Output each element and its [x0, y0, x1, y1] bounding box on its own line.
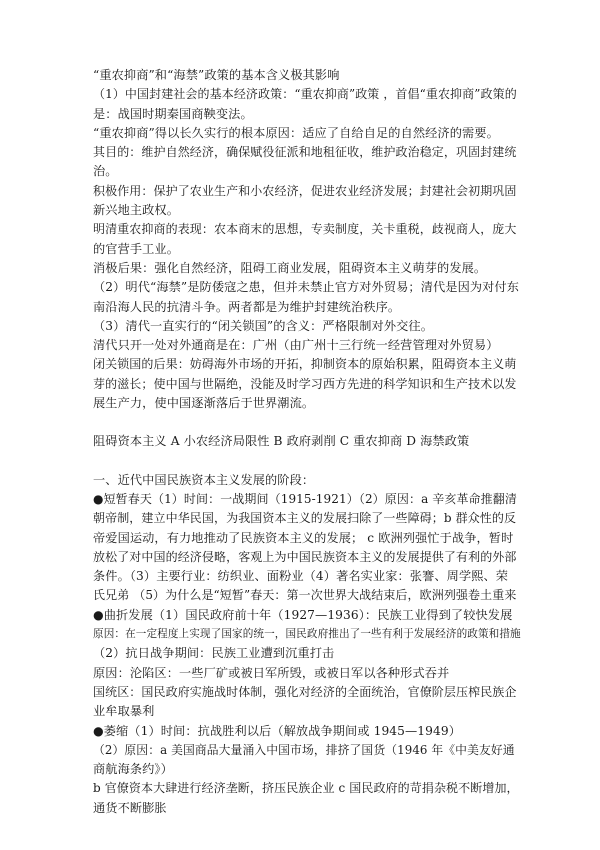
- text-line: （3）清代一直实行的“闭关锁国”的含义：严格限制对外交往。: [93, 318, 433, 333]
- text-line: 朝帝制，建立中华民国，为我国资本主义的发展扫除了一些障碍；b 群众性的反: [93, 511, 517, 526]
- text-line: 通货不断膨胀: [93, 800, 167, 815]
- text-line: （2）抗日战争期间：民族工业遭到沉重打击: [93, 646, 335, 661]
- policy-heading: “重农抑商”和“海禁”政策的基本含义极其影响: [93, 68, 340, 82]
- text-line: ●萎缩（1）时间：抗战胜利以后（解放战争期间或 1945—1949）: [93, 723, 462, 738]
- text-line: 条件。（3）主要行业：纺织业、面粉业（4）著名实业家：张謇、周学熙、荣: [93, 569, 509, 584]
- text-line: 积极作用：保护了农业生产和小农经济，促进农业经济发展；封建社会初期巩固: [93, 183, 517, 198]
- text-line: 展生产力，使中国逐渐落后于世界潮流。: [93, 396, 315, 411]
- text-line: 其目的：维护自然经济，确保赋役征派和地租征收，维护政治稳定，巩固封建统: [93, 145, 517, 160]
- stages-heading: 一、近代中国民族资本主义发展的阶段：: [93, 472, 315, 487]
- text-line: 帝爱国运动，有力地推动了民族资本主义的发展； c 欧洲列强忙于战争，暂时: [93, 530, 514, 545]
- text-line: 原因：沦陷区：一些厂矿或被日军所毁，或被日军以各种形式吞并: [93, 665, 450, 680]
- text-line: 放松了对中国的经济侵略，客观上为中国民族资本主义的发展提供了有利的外部: [93, 549, 517, 564]
- text-line: 治。: [93, 164, 118, 179]
- text-line: 商航海条约》）: [93, 762, 173, 777]
- text-line: （2）原因：a 美国商品大量涌入中国市场，排挤了国货（1946 年《中美友好通: [93, 742, 515, 757]
- text-line: ●短暂春天（1）时间：一战期间（1915-1921）（2）原因：a 辛亥革命推翻清: [93, 491, 517, 506]
- text-line: 闭关锁国的后果：妨碍海外市场的开拓，抑制资本的原始积累，阻碍资本主义萌: [93, 357, 517, 372]
- factors-text: 阻碍资本主义 A 小农经济局限性 B 政府剥削 C 重农抑商 D 海禁政策: [93, 434, 470, 449]
- text-line: 明清重农抑商的表现：农本商末的思想，专卖制度，关卡重税，歧视商人，庞大: [93, 222, 517, 237]
- text-line: 清代只开一处对外通商是在：广州（由广州十三行统一经营管理对外贸易）: [93, 338, 499, 353]
- section-policy-paragraph: [93, 66, 521, 413]
- text-line: 新兴地主政权。: [93, 203, 180, 218]
- text-line: 原因：在一定程度上实现了国家的统一，国民政府推出了一些有利于发展经济的政策和措施: [93, 628, 521, 641]
- text-line: 芽的滋长；使中国与世隔绝，没能及时学习西方先进的科学知识和生产技术以发: [93, 376, 517, 391]
- text-line: 消极后果：强化自然经济，阻碍工商业发展，阻碍资本主义萌芽的发展。: [93, 260, 487, 275]
- paragraph-gap: [93, 413, 521, 432]
- text-line: 的官营手工业。: [93, 241, 180, 256]
- document-page: [93, 66, 521, 818]
- text-line: （2）明代“海禁”是防倭寇之患，但并未禁止官方对外贸易；清代是因为对付东: [93, 280, 520, 295]
- section-factors-line: [93, 432, 521, 451]
- text-line: 是：战国时期秦国商鞅变法。: [93, 106, 253, 121]
- text-line: （1）中国封建社会的基本经济政策：“重农抑商”政策 ，首倡“重农抑商”政策的: [93, 87, 517, 102]
- section-capitalism-stages: [93, 471, 521, 818]
- text-line: 南沿海人民的抗清斗争。两者都是为维护封建统治秩序。: [93, 299, 401, 314]
- text-line: 氏兄弟 （5）为什么是“短暂”春天：第一次世界大战结束后，欧洲列强卷土重来: [93, 588, 517, 603]
- paragraph-gap: [93, 452, 521, 471]
- text-line: ●曲折发展（1）国民政府前十年（1927—1936）：民族工业得到了较快发展: [93, 607, 513, 622]
- text-line: b 官僚资本大肆进行经济垄断，挤压民族企业 c 国民政府的苛捐杂税不断增加，: [93, 781, 519, 796]
- text-line: “重农抑商”得以长久实行的根本原因：适应了自给自足的自然经济的需要。: [93, 125, 499, 140]
- text-line: 国统区：国民政府实施战时体制，强化对经济的全面统治，官僚阶层压榨民族企: [93, 684, 517, 699]
- text-line: 业牟取暴利: [93, 704, 155, 719]
